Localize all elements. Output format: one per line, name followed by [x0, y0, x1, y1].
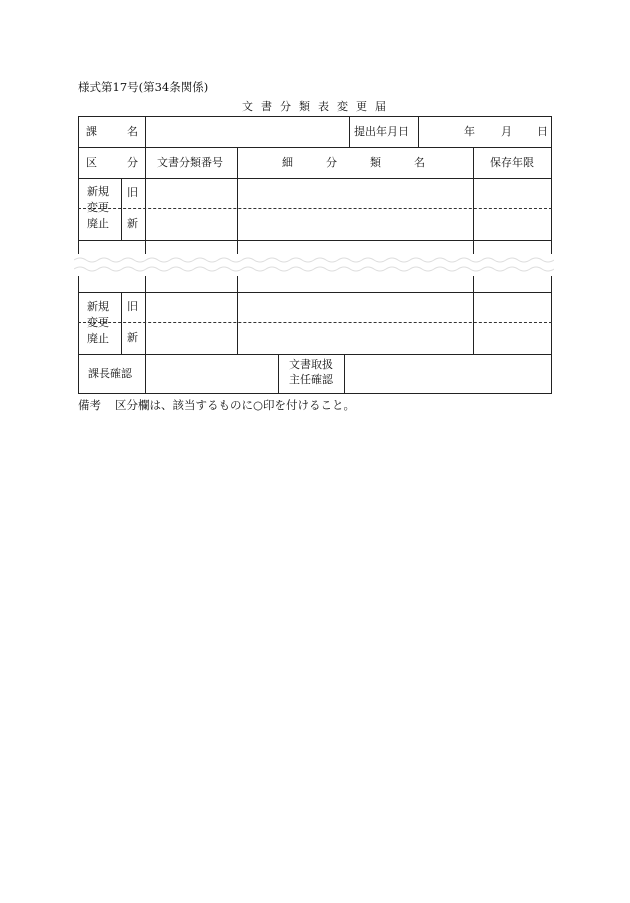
remarks	[78, 397, 355, 413]
old-label: 旧	[127, 186, 138, 199]
action-label: 変更	[87, 201, 109, 214]
title-char: 変	[337, 100, 348, 113]
manager-confirm-label: 文書取扱	[289, 358, 333, 371]
number-header: 文書分類番号	[157, 156, 223, 169]
new-label: 新	[127, 331, 138, 344]
name-header: 名	[414, 156, 425, 169]
action-label: 廃止	[87, 217, 109, 230]
form-table	[78, 116, 552, 394]
form-number: 様式第17号(第34条関係)	[78, 80, 209, 94]
table-break-line	[74, 254, 554, 276]
manager-confirm-label: 主任確認	[289, 373, 333, 386]
name-header: 細	[282, 156, 293, 169]
title-char: 更	[356, 100, 367, 113]
title-char: 表	[318, 100, 329, 113]
dept-name-field[interactable]	[146, 117, 348, 146]
chief-confirm-label: 課長確認	[88, 367, 132, 380]
dept-label: 名	[127, 125, 138, 138]
date-field[interactable]	[419, 117, 551, 146]
new-label: 新	[127, 217, 138, 230]
action-label: 廃止	[87, 332, 109, 345]
action-label: 新規	[87, 300, 109, 313]
date-label: 提出年月日	[354, 125, 409, 138]
old-label: 旧	[127, 300, 138, 313]
remarks-label: 備考	[78, 398, 101, 412]
day-label: 日	[537, 125, 548, 138]
manager-confirm-field[interactable]	[345, 355, 551, 393]
title-char: 書	[261, 100, 272, 113]
action-label: 変更	[87, 316, 109, 329]
kubun-header: 分	[127, 156, 138, 169]
remarks-text: 区分欄は、該当するものに○印を付けること。	[115, 398, 356, 412]
retention-header: 保存年限	[490, 156, 534, 169]
title-char: 分	[280, 100, 291, 113]
year-label: 年	[464, 125, 475, 138]
name-header: 分	[326, 156, 337, 169]
chief-confirm-field[interactable]	[146, 355, 277, 393]
kubun-header: 区	[86, 156, 97, 169]
title-char: 類	[299, 100, 310, 113]
title-char: 届	[375, 100, 386, 113]
form-title	[242, 98, 394, 114]
action-label: 新規	[87, 185, 109, 198]
dept-label: 課	[86, 125, 97, 138]
month-label: 月	[501, 125, 512, 138]
title-char: 文	[242, 100, 253, 113]
name-header: 類	[370, 156, 381, 169]
